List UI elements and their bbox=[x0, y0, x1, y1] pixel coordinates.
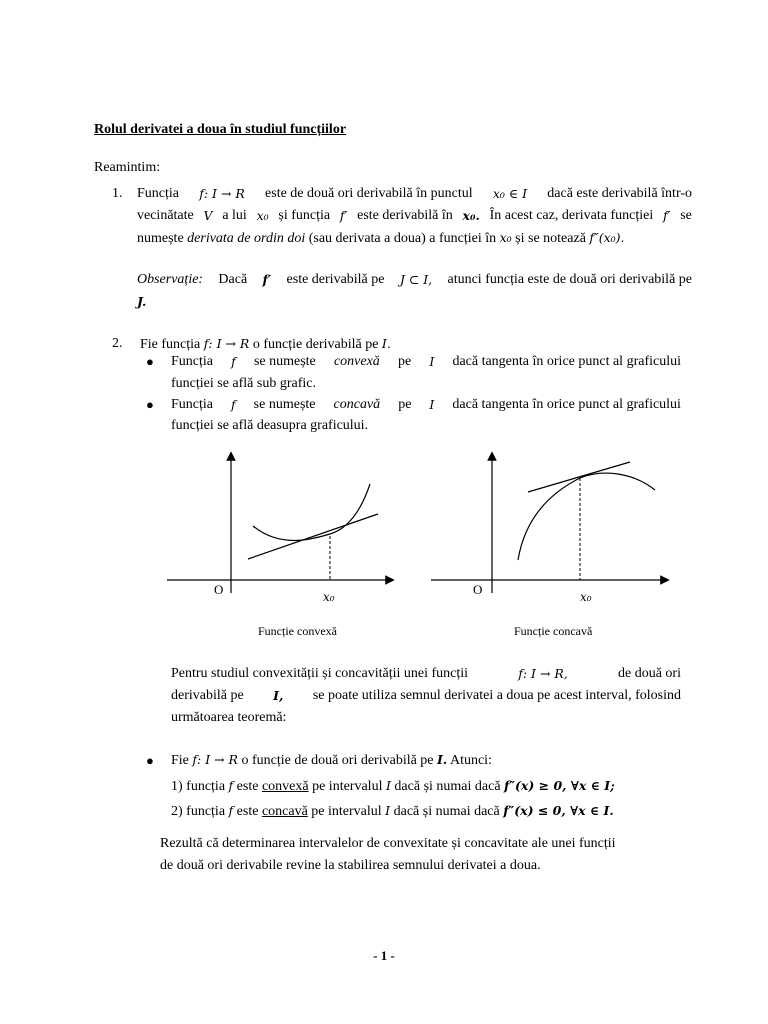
x0-label: x₀ bbox=[580, 590, 592, 604]
item2-line: Fie funcția f: I → R o funcție derivabilă pe I. bbox=[140, 336, 391, 352]
bullet-dot: ● bbox=[146, 397, 154, 412]
convex-function-graph bbox=[160, 448, 400, 618]
bullet2-line2: funcției se află deasupra graficului. bbox=[171, 418, 369, 433]
para-line2: derivabilă pe I, se poate utiliza semnul derivatei a doua pe acest interval, folosind bbox=[171, 688, 681, 703]
bullet-dot: ● bbox=[146, 753, 154, 768]
conclusion-line1: Rezultă că determinarea intervalelor de convexitate și concavitate ale unei funcții bbox=[160, 836, 616, 851]
observatie-line2: J. bbox=[137, 294, 147, 309]
concave-caption: Funcție concavă bbox=[514, 624, 593, 638]
item1-number: 1. bbox=[112, 186, 123, 201]
convex-caption: Funcție convexă bbox=[258, 624, 337, 638]
para-line1: Pentru studiul convexității și concavității unei funcții f: I → R, de două ori bbox=[171, 666, 681, 681]
reamintim-label: Reamintim: bbox=[94, 160, 161, 175]
conclusion-line2: de două ori derivabile revine la stabilirea semnului derivatei a doua. bbox=[160, 858, 541, 873]
concave-function-graph bbox=[425, 448, 675, 618]
observatie-line1: Observație: Dacă f′ este derivabilă pe J ⊂ I, atunci funcția este de două ori derivabilă pe bbox=[137, 272, 692, 287]
item1-line3: numește derivata de ordin doi (sau derivata a doua) a funcției în x₀ și se notează f″(x₀). bbox=[137, 230, 625, 246]
theorem-condition-1: 1) funcția f este convexă pe intervalul I dacă și numai dacă f″(x) ≥ 0, ∀x ∈ I; bbox=[171, 778, 615, 794]
theorem-intro: Fie f: I → R o funcție de două ori derivabilă pe I. Atunci: bbox=[171, 752, 492, 768]
item2-number: 2. bbox=[112, 336, 123, 351]
bullet2-line1: Funcția f se numește concavă pe I dacă tangenta în orice punct al graficului bbox=[171, 397, 681, 412]
origin-label: O bbox=[473, 582, 483, 597]
item1-line2: vecinătate V a lui x₀ și funcția f′ este derivabilă în x₀. În acest caz, derivata funcției f′ se bbox=[137, 208, 692, 223]
tangent-line bbox=[248, 514, 378, 559]
bullet-dot: ● bbox=[146, 354, 154, 369]
theorem-condition-2: 2) funcția f este concavă pe intervalul I dacă și numai dacă f″(x) ≤ 0, ∀x ∈ I. bbox=[171, 803, 614, 819]
concave-curve bbox=[518, 473, 655, 560]
bullet1-line1: Funcția f se numește convexă pe I dacă tangenta în orice punct al graficului bbox=[171, 354, 681, 369]
page-number: - 1 - bbox=[373, 948, 395, 963]
tangent-line bbox=[528, 462, 630, 492]
para-line3: următoarea teoremă: bbox=[171, 710, 287, 725]
bullet1-line2: funcției se află sub grafic. bbox=[171, 376, 316, 391]
item1-line1: Funcția f: I → R este de două ori derivabilă în punctul x₀ ∈ I dacă este derivabilă într-o bbox=[137, 186, 692, 201]
origin-label: O bbox=[214, 582, 224, 597]
page-title: Rolul derivatei a doua în studiul funcțiilor bbox=[94, 122, 347, 137]
convex-curve bbox=[253, 484, 370, 541]
x0-label: x₀ bbox=[323, 590, 335, 604]
